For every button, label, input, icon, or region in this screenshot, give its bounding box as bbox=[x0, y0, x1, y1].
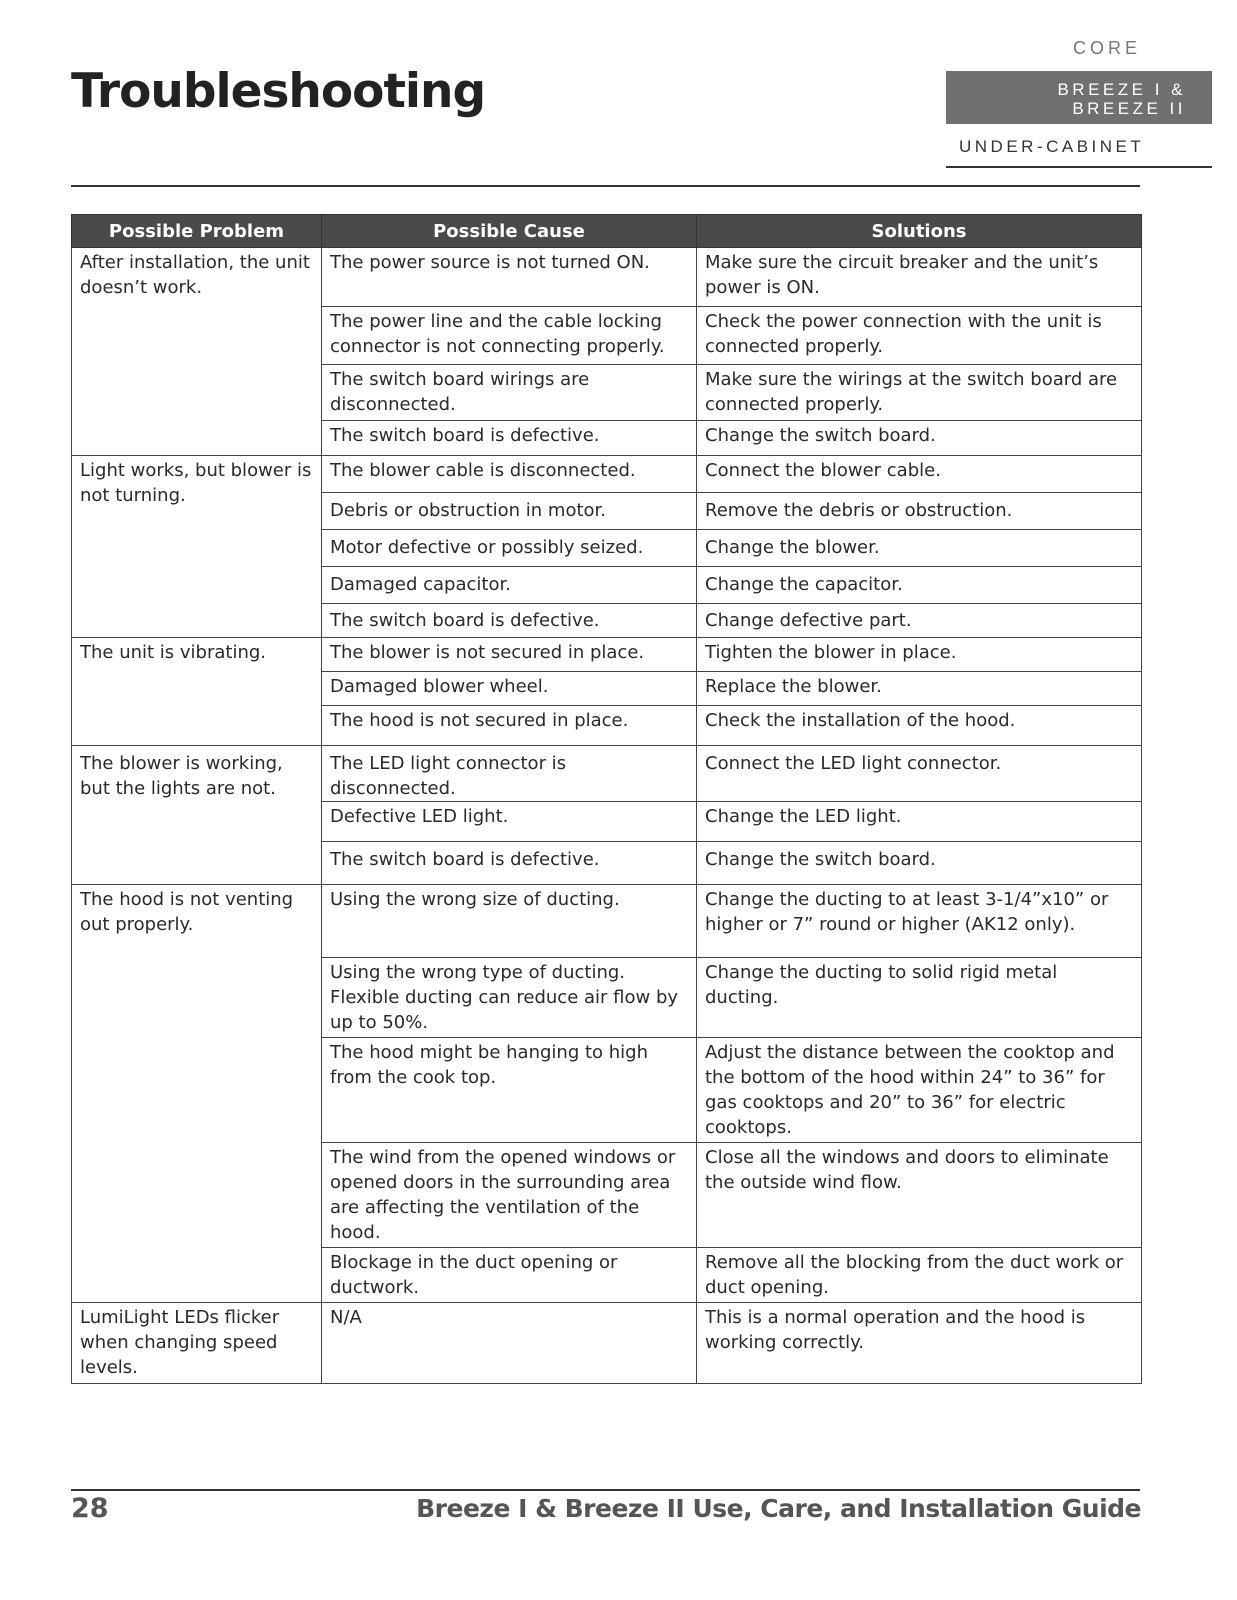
cause-cell: Damaged blower wheel. bbox=[322, 672, 697, 706]
cause-cell: The switch board is defective. bbox=[322, 604, 697, 638]
cause-cell: Damaged capacitor. bbox=[322, 567, 697, 604]
header-possible-cause: Possible Cause bbox=[322, 215, 697, 248]
solution-cell: Change the LED light. bbox=[697, 802, 1142, 842]
solution-cell: Connect the LED light connector. bbox=[697, 746, 1142, 802]
cause-cell: Debris or obstruction in motor. bbox=[322, 493, 697, 530]
header-solutions: Solutions bbox=[697, 215, 1142, 248]
solution-cell: Tighten the blower in place. bbox=[697, 638, 1142, 672]
cause-cell: The switch board wirings are disconnected. bbox=[322, 365, 697, 421]
header-divider bbox=[71, 185, 1140, 187]
solution-cell: Make sure the circuit breaker and the unit’s power is ON. bbox=[697, 248, 1142, 307]
cause-cell: Defective LED light. bbox=[322, 802, 697, 842]
table-row bbox=[72, 456, 1142, 493]
problem-cell: The blower is working, but the lights are not. bbox=[72, 746, 322, 885]
cause-cell: N/A bbox=[322, 1303, 697, 1384]
solution-cell: This is a normal operation and the hood is working correctly. bbox=[697, 1303, 1142, 1384]
cause-cell: Motor defective or possibly seized. bbox=[322, 530, 697, 567]
solution-cell: Change the capacitor. bbox=[697, 567, 1142, 604]
solution-cell: Adjust the distance between the cooktop and the bottom of the hood within 24” to 36” for gas cooktops and 20” to 36” for electric cooktops. bbox=[697, 1038, 1142, 1143]
nav-under-cabinet-label: UNDER-CABINET bbox=[946, 126, 1212, 168]
solution-cell: Remove the debris or obstruction. bbox=[697, 493, 1142, 530]
cause-cell: The blower is not secured in place. bbox=[322, 638, 697, 672]
guide-title: Breeze I & Breeze II Use, Care, and Installation Guide bbox=[416, 1494, 1141, 1523]
problem-cell: The hood is not venting out properly. bbox=[72, 885, 322, 1303]
cause-cell: The hood is not secured in place. bbox=[322, 706, 697, 746]
solution-cell: Change defective part. bbox=[697, 604, 1142, 638]
cause-cell: The switch board is defective. bbox=[322, 842, 697, 885]
cause-cell: The wind from the opened windows or opened doors in the surrounding area are affecting the ventilation of the hood. bbox=[322, 1143, 697, 1248]
solution-cell: Change the ducting to at least 3-1/4”x10” or higher or 7” round or higher (AK12 only). bbox=[697, 885, 1142, 958]
page-title: Troubleshooting bbox=[71, 64, 486, 119]
solution-cell: Change the blower. bbox=[697, 530, 1142, 567]
cause-cell: The blower cable is disconnected. bbox=[322, 456, 697, 493]
page-number: 28 bbox=[71, 1493, 109, 1524]
cause-cell: The LED light connector is disconnected. bbox=[322, 746, 697, 802]
header-possible-problem: Possible Problem bbox=[72, 215, 322, 248]
problem-cell: The unit is vibrating. bbox=[72, 638, 322, 746]
table-row bbox=[72, 885, 1142, 958]
solution-cell: Check the installation of the hood. bbox=[697, 706, 1142, 746]
table-header-row bbox=[72, 215, 1142, 248]
cause-cell: The hood might be hanging to high from the cook top. bbox=[322, 1038, 697, 1143]
troubleshooting-table bbox=[71, 214, 1142, 1384]
solution-cell: Change the switch board. bbox=[697, 421, 1142, 456]
problem-cell: Light works, but blower is not turning. bbox=[72, 456, 322, 638]
solution-cell: Replace the blower. bbox=[697, 672, 1142, 706]
table-row bbox=[72, 1303, 1142, 1384]
problem-cell: LumiLight LEDs flicker when changing speed levels. bbox=[72, 1303, 322, 1384]
cause-cell: The switch board is defective. bbox=[322, 421, 697, 456]
nav-breeze-line1: BREEZE I & bbox=[1057, 80, 1186, 99]
solution-cell: Close all the windows and doors to eliminate the outside wind flow. bbox=[697, 1143, 1142, 1248]
cause-cell: The power line and the cable locking connector is not connecting properly. bbox=[322, 307, 697, 365]
solution-cell: Make sure the wirings at the switch board are connected properly. bbox=[697, 365, 1142, 421]
cause-cell: Blockage in the duct opening or ductwork. bbox=[322, 1248, 697, 1303]
solution-cell: Change the ducting to solid rigid metal ducting. bbox=[697, 958, 1142, 1038]
nav-breeze-tab bbox=[946, 71, 1212, 124]
problem-cell: After installation, the unit doesn’t work. bbox=[72, 248, 322, 456]
nav-breeze-line2: BREEZE II bbox=[1072, 99, 1186, 118]
solution-cell: Check the power connection with the unit is connected properly. bbox=[697, 307, 1142, 365]
footer-divider bbox=[71, 1489, 1140, 1491]
solution-cell: Remove all the blocking from the duct work or duct opening. bbox=[697, 1248, 1142, 1303]
table-row bbox=[72, 248, 1142, 307]
cause-cell: Using the wrong size of ducting. bbox=[322, 885, 697, 958]
table-row bbox=[72, 638, 1142, 672]
cause-cell: Using the wrong type of ducting. Flexible ducting can reduce air flow by up to 50%. bbox=[322, 958, 697, 1038]
cause-cell: The power source is not turned ON. bbox=[322, 248, 697, 307]
solution-cell: Connect the blower cable. bbox=[697, 456, 1142, 493]
solution-cell: Change the switch board. bbox=[697, 842, 1142, 885]
table-row bbox=[72, 746, 1142, 802]
nav-core-label: CORE bbox=[1072, 38, 1141, 58]
